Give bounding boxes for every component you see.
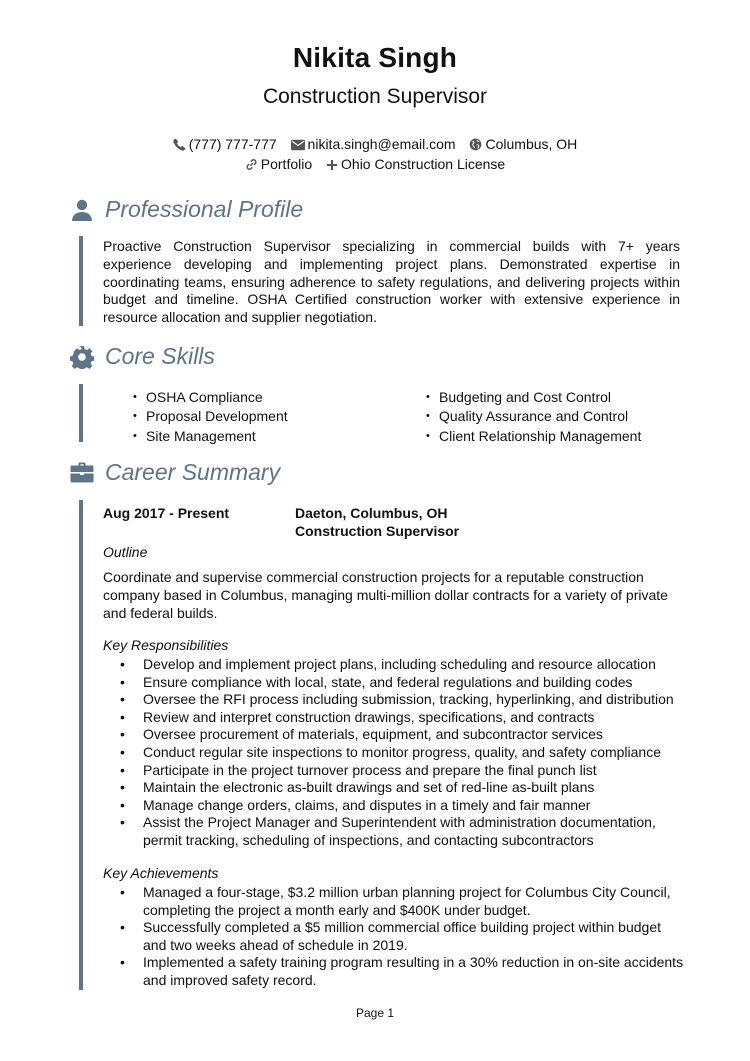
candidate-name: Nikita Singh	[292, 42, 458, 73]
section-bar-profile	[79, 236, 83, 326]
list-item: • Develop and implement project plans, including scheduling and resource allocation	[143, 656, 688, 674]
list-item: • Assist the Project Manager and Superintendent with administration documentation, permit tracking, scheduling of inspections, and contacting subcontractors	[143, 814, 688, 849]
globe-icon	[469, 138, 482, 151]
contact-row-2	[0, 155, 750, 173]
skills-column-right	[426, 388, 641, 446]
section-title-profile: Professional Profile	[105, 196, 304, 222]
responsibilities-list	[143, 656, 688, 850]
skill-item: • Quality Assurance and Control	[426, 407, 641, 426]
list-item: • Implemented a safety training program resulting in a 30% reduction in on-site accidents and improved safety record.	[143, 954, 688, 989]
list-item: • Conduct regular site inspections to monitor progress, quality, and safety compliance	[143, 744, 688, 762]
list-item: • Oversee procurement of materials, equipment, and subcontractor services	[143, 726, 688, 744]
list-item: • Ensure compliance with local, state, and federal regulations and building codes	[143, 674, 688, 692]
achievements-list	[143, 884, 688, 990]
page-number: Page 1	[355, 1006, 395, 1020]
list-item: • Review and interpret construction drawings, specifications, and contracts	[143, 709, 688, 727]
contact-row-1	[0, 135, 750, 153]
link-icon	[245, 158, 258, 171]
job-title-heading: Construction Supervisor	[262, 85, 488, 108]
job-dates: Aug 2017 - Present	[103, 505, 230, 521]
contact-portfolio[interactable]: Portfolio	[245, 155, 312, 173]
job-outline: Coordinate and supervise commercial construction projects for a reputable construction company based in Columbus, managing multi-million dollar contracts for a variety of private and federal builds.	[103, 569, 668, 621]
job-position: Construction Supervisor	[295, 523, 460, 539]
responsibilities-label: Key Responsibilities	[103, 637, 229, 653]
section-bar-career	[79, 500, 83, 990]
list-item: • Successfully completed a $5 million commercial office building project within budget and two weeks ahead of schedule in 2019.	[143, 919, 688, 954]
list-item: • Maintain the electronic as-built drawings and set of red-line as-built plans	[143, 779, 688, 797]
job-company: Daeton, Columbus, OH	[295, 505, 448, 521]
list-item: • Managed a four-stage, $3.2 million urban planning project for Columbus City Council, completing the project a month early and $400K under budget.	[143, 884, 688, 919]
section-title-career: Career Summary	[105, 459, 281, 485]
profile-summary: Proactive Construction Supervisor specializing in commercial builds with 7+ years experience developing and implementing project plans. Demonstrated expertise in coordinating teams, ensuring adherence to safety regulations, and delivering projects within budget and timeline. OSHA Certified construction worker with extensive experience in resource allocation and supplier negotiation.	[103, 238, 680, 326]
skill-item: • Budgeting and Cost Control	[426, 388, 641, 407]
achievements-label: Key Achievements	[103, 865, 219, 881]
user-icon	[70, 198, 94, 222]
contact-phone: (777) 777-777	[173, 135, 277, 153]
gear-icon	[70, 345, 94, 369]
section-title-skills: Core Skills	[105, 343, 215, 369]
contact-license: Ohio Construction License	[326, 155, 505, 173]
envelope-icon	[291, 139, 305, 151]
skill-item: • Client Relationship Management	[426, 427, 641, 446]
section-bar-skills	[79, 384, 83, 442]
list-item: • Oversee the RFI process including submission, tracking, hyperlinking, and distribution	[143, 691, 688, 709]
phone-icon	[173, 138, 186, 151]
skill-item: • Proposal Development	[133, 407, 288, 426]
skill-item: • OSHA Compliance	[133, 388, 288, 407]
outline-label: Outline	[103, 544, 148, 560]
contact-email[interactable]: nikita.singh@email.com	[291, 135, 456, 153]
skill-item: • Site Management	[133, 427, 288, 446]
plus-icon	[326, 159, 338, 171]
list-item: • Participate in the project turnover process and prepare the final punch list	[143, 762, 688, 780]
list-item: • Manage change orders, claims, and disputes in a timely and fair manner	[143, 797, 688, 815]
contact-location: Columbus, OH	[469, 135, 577, 153]
briefcase-icon	[70, 461, 94, 485]
skills-column-left	[133, 388, 288, 446]
